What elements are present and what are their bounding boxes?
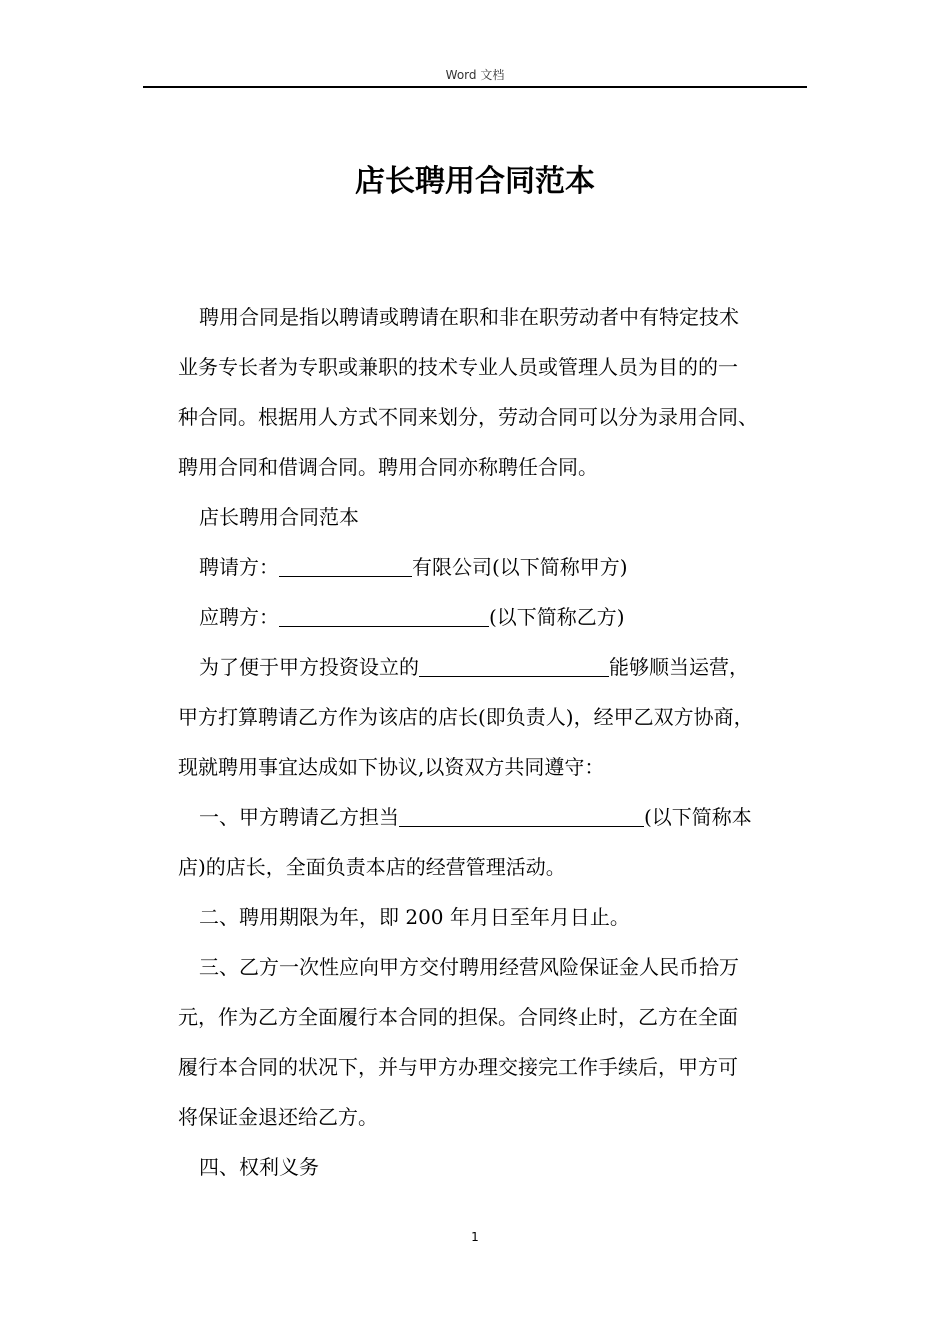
clause-3-line: 元，作为乙方全面履行本合同的担保。合同终止时，乙方在全面 bbox=[178, 1005, 738, 1029]
employer-line bbox=[178, 542, 828, 592]
clause-3-line: 三、乙方一次性应向甲方交付聘用经营风险保证金人民币拾万 bbox=[199, 955, 739, 979]
employer-label: 聘请方： bbox=[199, 555, 279, 579]
employer-suffix: 有限公司(以下简称甲方) bbox=[412, 555, 628, 579]
clause-4: 四、权利义务 bbox=[199, 1155, 319, 1179]
intro-line: 聘用合同是指以聘请或聘请在职和非在职劳动者中有特定技术 bbox=[199, 305, 739, 329]
employer-blank bbox=[279, 554, 412, 577]
clause-3-line: 履行本合同的状况下，并与甲方办理交接完工作手续后，甲方可 bbox=[178, 1055, 738, 1079]
purpose-line bbox=[178, 642, 828, 692]
intro-line: 聘用合同和借调合同。聘用合同亦称聘任合同。 bbox=[178, 455, 598, 479]
page-number: 1 bbox=[471, 1230, 479, 1244]
clause-1-prefix: 一、甲方聘请乙方担当 bbox=[199, 805, 399, 829]
employee-line bbox=[178, 592, 828, 642]
clause-3-line: 将保证金退还给乙方。 bbox=[178, 1105, 378, 1129]
employee-blank bbox=[279, 604, 489, 627]
header-divider bbox=[143, 86, 807, 88]
page-header: Word 文档 bbox=[445, 68, 505, 82]
store-position-blank bbox=[399, 804, 644, 827]
employee-suffix: (以下简称乙方) bbox=[489, 605, 625, 629]
store-name-blank bbox=[419, 654, 609, 677]
clause-1-line: 店)的店长，全面负责本店的经营管理活动。 bbox=[178, 855, 566, 879]
clause-1-suffix: (以下简称本 bbox=[644, 805, 752, 829]
employee-label: 应聘方： bbox=[199, 605, 279, 629]
document-title: 店长聘用合同范本 bbox=[355, 164, 595, 199]
purpose-prefix: 为了便于甲方投资设立的 bbox=[199, 655, 419, 679]
document-body bbox=[178, 292, 828, 1192]
clause-2: 二、聘用期限为年，即 200 年月日至年月日止。 bbox=[199, 905, 630, 929]
intro-line: 种合同。根据用人方式不同来划分，劳动合同可以分为录用合同、 bbox=[178, 405, 758, 429]
purpose-suffix: 能够顺当运营， bbox=[609, 655, 749, 679]
purpose-line: 甲方打算聘请乙方作为该店的店长(即负责人)，经甲乙双方协商， bbox=[178, 705, 754, 729]
purpose-line: 现就聘用事宜达成如下协议,以资双方共同遵守： bbox=[178, 755, 605, 779]
clause-1-line bbox=[178, 792, 828, 842]
intro-line: 业务专长者为专职或兼职的技术专业人员或管理人员为目的的一 bbox=[178, 355, 738, 379]
contract-subtitle: 店长聘用合同范本 bbox=[199, 505, 359, 529]
